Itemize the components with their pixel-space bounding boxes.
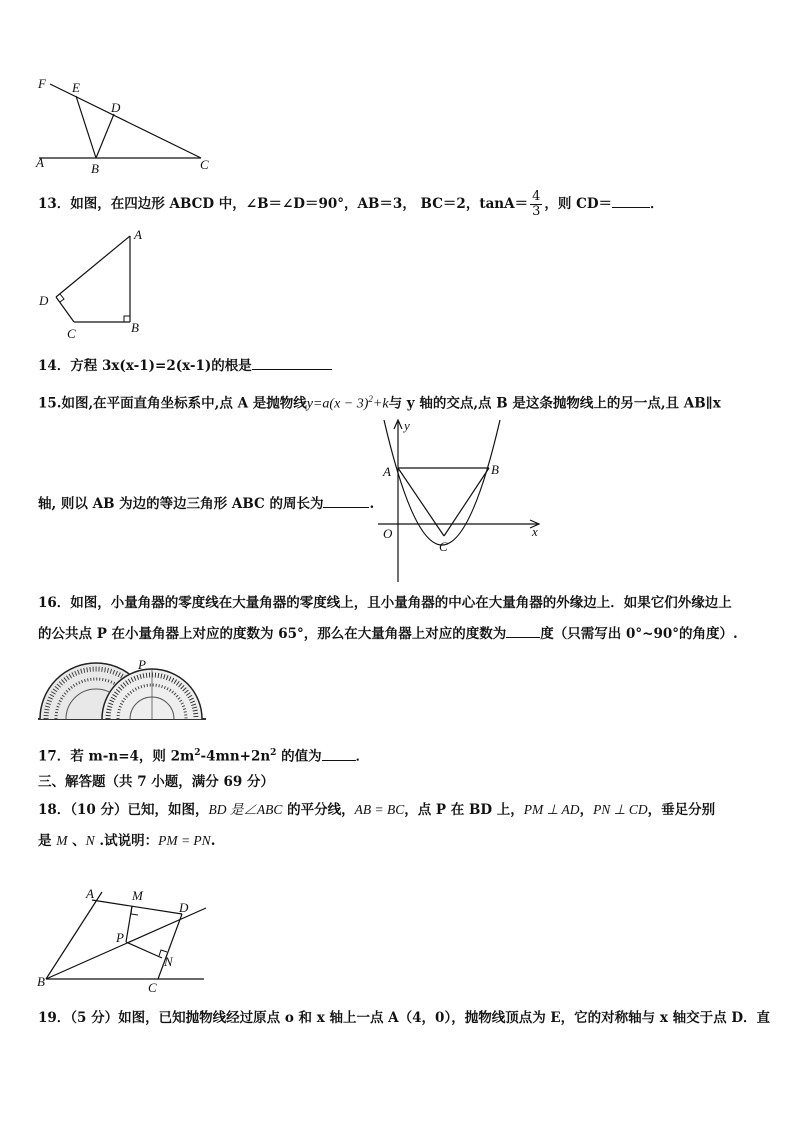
q18-l2-g: . xyxy=(210,833,216,849)
label-D: D xyxy=(39,293,49,308)
q16-line2-b: 度（只需写出 0°~90°的角度）. xyxy=(540,626,738,642)
question-16-line2 xyxy=(38,623,738,644)
q18-math-pm-pn: PM = PN xyxy=(158,833,211,848)
q18-math-pm: PM ⊥ AD xyxy=(523,802,580,817)
label-D: D xyxy=(111,100,121,115)
label-C: C xyxy=(67,326,76,341)
q15-text-c: 轴, 则以 AB 为边的等边三角形 ABC 的周长为 xyxy=(38,496,324,512)
formula-tail: +k xyxy=(372,396,389,412)
formula-exponent: 2 xyxy=(368,394,373,404)
question-18-line2 xyxy=(38,831,215,851)
answer-blank xyxy=(612,193,650,208)
question-14 xyxy=(38,355,332,376)
q18-text-c: 的平分线， xyxy=(282,802,355,818)
label-A: A xyxy=(134,227,142,242)
question-15 xyxy=(38,389,721,415)
figure-12 xyxy=(34,72,224,177)
q18-math-n: N xyxy=(85,833,95,848)
exponent-1: 2 xyxy=(194,748,201,758)
protractor-figure xyxy=(38,656,206,722)
section-3-title xyxy=(38,772,274,792)
q18-math-bd: BD 是∠ABC xyxy=(208,802,283,817)
label-B: B xyxy=(491,462,499,477)
q18-math-ab-bc: AB = BC xyxy=(354,802,405,817)
axis-label-y: y xyxy=(404,418,410,433)
label-C: C xyxy=(439,539,448,554)
label-A: A xyxy=(86,886,94,901)
label-A: A xyxy=(36,155,44,170)
label-D: D xyxy=(179,900,189,915)
axis-label-x: x xyxy=(532,524,538,539)
exponent-2: 2 xyxy=(270,748,277,758)
q17-text-a: 17．若 m-n=4，则 2m xyxy=(38,748,195,765)
q18-text-a: 18．（10 分）已知，如图， xyxy=(38,802,209,818)
q17-text-c: 的值为 xyxy=(276,748,322,765)
q19-text: 19．（5 分）如图，已知抛物线经过原点 o 和 x 轴上一点 A（4，0），抛物线顶点为 E，它的对称轴与 x 轴交于点 D．直 xyxy=(38,1010,771,1026)
q18-l2-a: 是 xyxy=(38,833,57,849)
question-18 xyxy=(38,800,715,820)
q13-text-a: 13．如图，在四边形 ABCD 中，∠B＝∠D＝90°，AB＝3， BC＝2，tanA＝ xyxy=(38,196,529,212)
label-E: E xyxy=(72,80,80,95)
q18-text-g: ， xyxy=(579,802,594,818)
q17-text-b: -4mn+2n xyxy=(200,748,271,765)
q15-text-a: 15.如图,在平面直角坐标系中,点 A 是抛物线 xyxy=(38,395,307,412)
q18-text-i: ，垂足分别 xyxy=(647,802,716,818)
label-O: O xyxy=(383,526,393,541)
answer-blank xyxy=(323,493,369,508)
figure-18 xyxy=(34,862,219,997)
parabola-formula: y=a(x − 3) xyxy=(306,396,369,412)
q18-text-e: ，点 P 在 BD 上， xyxy=(404,802,524,818)
question-15-line2 xyxy=(38,493,374,514)
q18-l2-c: 、 xyxy=(67,833,86,849)
label-N: N xyxy=(164,954,173,969)
answer-blank xyxy=(252,355,332,370)
q18-math-pn: PN ⊥ CD xyxy=(593,802,648,817)
q18-l2-e: .试说明： xyxy=(94,833,159,849)
label-C: C xyxy=(148,980,157,995)
tan-fraction xyxy=(530,190,542,219)
label-P: P xyxy=(116,930,124,945)
answer-blank xyxy=(506,623,540,638)
q16-line2-a: 的公共点 P 在小量角器上对应的度数为 65°，那么在大量角器上对应的度数为 xyxy=(38,626,507,642)
question-13 xyxy=(38,190,664,219)
label-P: P xyxy=(138,657,146,672)
q13-text-b: ，则 CD＝ xyxy=(544,196,613,212)
q17-text-d: ． xyxy=(355,748,370,765)
label-F: F xyxy=(38,76,46,91)
figure-15 xyxy=(376,416,546,586)
question-17 xyxy=(38,743,369,767)
figure-13 xyxy=(34,226,154,344)
label-B: B xyxy=(91,161,99,176)
label-B: B xyxy=(37,974,45,989)
label-B: B xyxy=(131,320,139,335)
q18-math-m: M xyxy=(56,833,68,848)
question-16 xyxy=(38,593,732,613)
q15-text-b: 与 y 轴的交点,点 B 是这条抛物线上的另一点,且 AB∥x xyxy=(388,395,721,412)
answer-blank xyxy=(322,746,356,761)
label-C: C xyxy=(200,157,209,172)
frac-denominator: 3 xyxy=(532,204,541,219)
label-M: M xyxy=(132,888,143,903)
q14-text: 14．方程 3x(x-1)=2(x-1)的根是 xyxy=(38,358,252,374)
label-A: A xyxy=(383,464,391,479)
section-3-title-text: 三、解答题（共 7 小题，满分 69 分） xyxy=(38,774,274,790)
question-19 xyxy=(38,1008,770,1028)
q13-text-c: ． xyxy=(650,196,664,212)
q15-text-d: . xyxy=(369,496,375,512)
q16-line1: 16．如图，小量角器的零度线在大量角器的零度线上，且小量角器的中心在大量角器的外缘边上．如果它们外缘边上 xyxy=(38,595,732,611)
frac-numerator: 4 xyxy=(532,189,541,204)
